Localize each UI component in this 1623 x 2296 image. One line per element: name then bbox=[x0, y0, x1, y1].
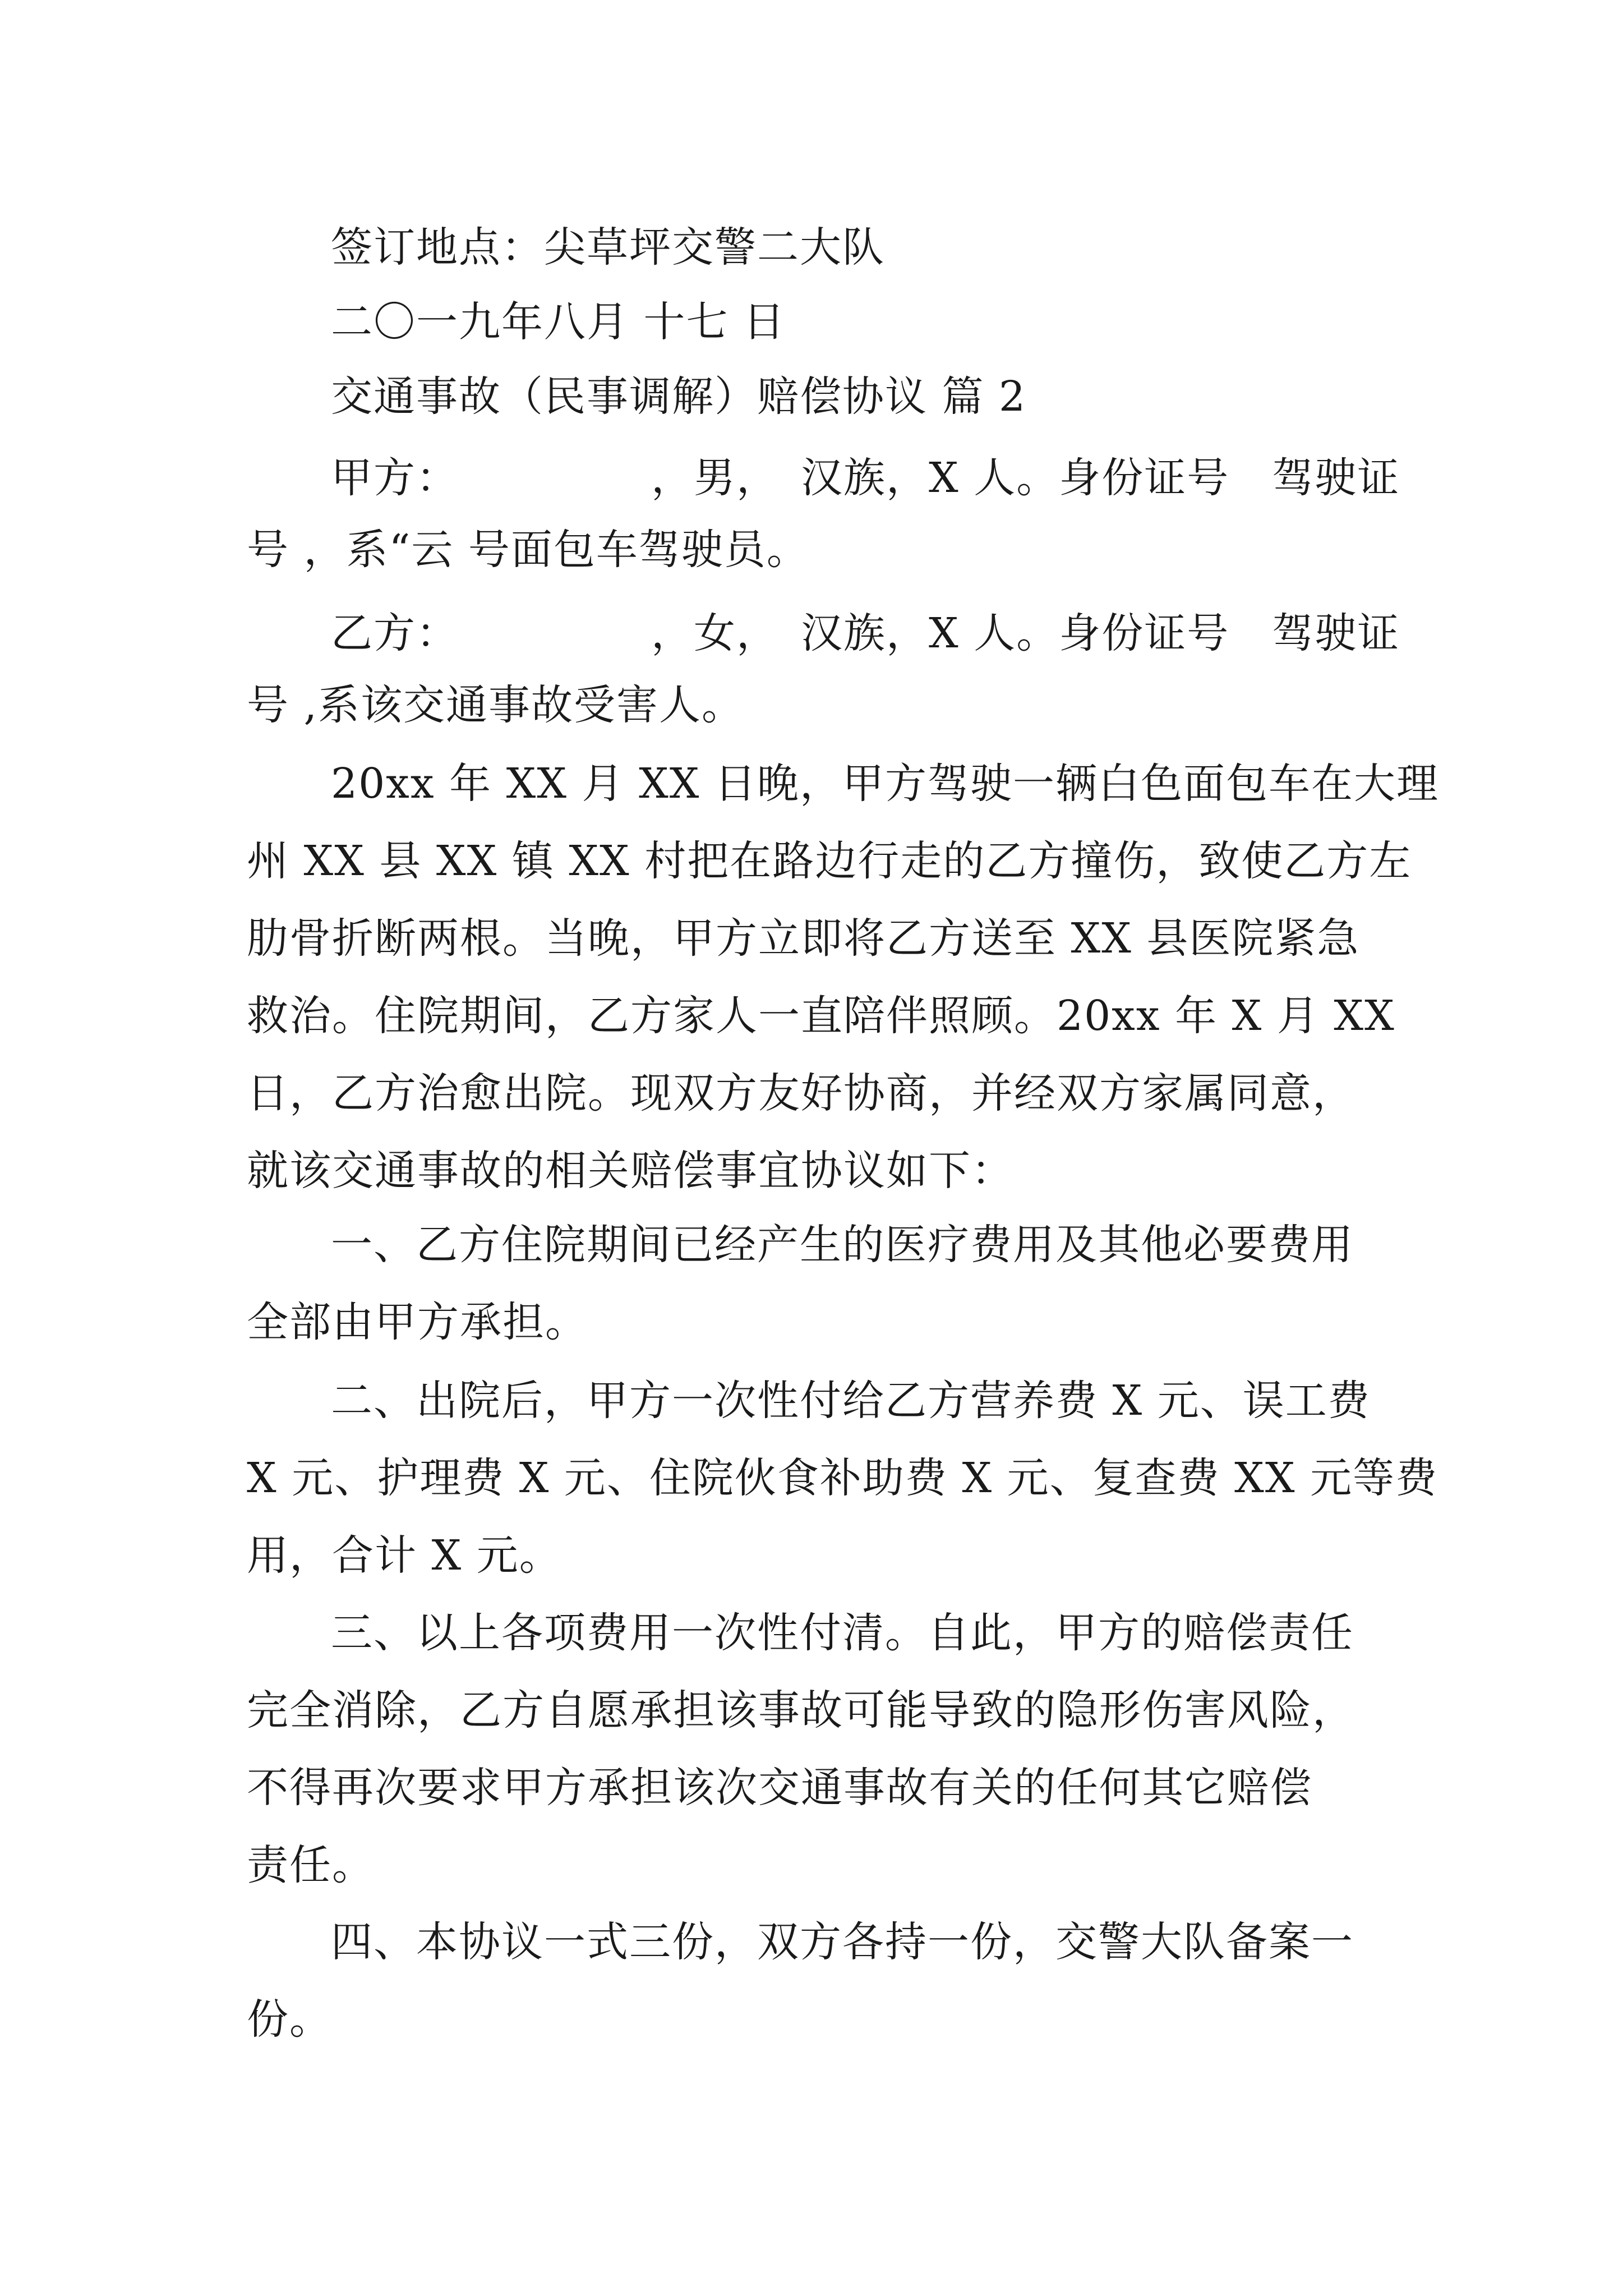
clause-line: 四、本协议一式三份，双方各持一份，交警大队备案一 bbox=[331, 1918, 1354, 1966]
clause-line: 全部由甲方承担。 bbox=[247, 1298, 588, 1346]
party-b-paragraph bbox=[247, 595, 1400, 744]
party-a-line: 号 ，系“云 号面包车驾驶员。 bbox=[247, 526, 809, 574]
party-b-line: 乙方： ，女， 汉族，X 人。身份证号 驾驶证 bbox=[331, 609, 1400, 657]
signing-place: 签订地点：尖草坪交警二大队 bbox=[331, 223, 885, 272]
clause-line: 完全消除，乙方自愿承担该事故可能导致的隐形伤害风险， bbox=[247, 1686, 1355, 1734]
clause-line: 份。 bbox=[247, 1995, 332, 2044]
facts-line: 州 XX 县 XX 镇 XX 村把在路边行走的乙方撞伤，致使乙方左 bbox=[247, 837, 1412, 885]
facts-line: 就该交通事故的相关赔偿事宜协议如下： bbox=[247, 1147, 1014, 1195]
clause-line: 用，合计 X 元。 bbox=[247, 1531, 562, 1580]
facts-line: 救治。住院期间，乙方家人一直陪伴照顾。20xx 年 X 月 XX bbox=[247, 992, 1395, 1040]
clause-line: 一、乙方住院期间已经产生的医疗费用及其他必要费用 bbox=[331, 1221, 1354, 1269]
clause-2-paragraph bbox=[247, 1362, 1438, 1594]
facts-line: 日，乙方治愈出院。现双方友好协商，并经双方家属同意， bbox=[247, 1069, 1355, 1117]
clause-line: 三、以上各项费用一次性付清。自此，甲方的赔偿责任 bbox=[331, 1609, 1354, 1657]
agreement-date: 二〇一九年八月 十七 日 bbox=[331, 298, 786, 346]
clause-line: 不得再次要求甲方承担该次交通事故有关的任何其它赔偿 bbox=[247, 1764, 1312, 1812]
clause-line: 责任。 bbox=[247, 1841, 375, 1889]
clause-3-paragraph bbox=[247, 1594, 1380, 1904]
clause-line: 二、出院后，甲方一次性付给乙方营养费 X 元、误工费 bbox=[331, 1377, 1371, 1425]
facts-paragraph bbox=[247, 745, 1439, 1209]
clause-line: X 元、护理费 X 元、住院伙食补助费 X 元、复查费 XX 元等费 bbox=[247, 1454, 1438, 1502]
agreement-title: 交通事故（民事调解）赔偿协议 篇 2 bbox=[331, 372, 1027, 421]
party-a-line: 甲方： ，男， 汉族，X 人。身份证号 驾驶证 bbox=[331, 454, 1400, 502]
facts-line: 20xx 年 XX 月 XX 日晚，甲方驾驶一辆白色面包车在大理 bbox=[331, 760, 1439, 808]
facts-line: 肋骨折断两根。当晚，甲方立即将乙方送至 XX 县医院紧急 bbox=[247, 914, 1360, 963]
party-a-paragraph bbox=[247, 439, 1400, 588]
clause-1-paragraph bbox=[247, 1206, 1380, 1361]
party-b-line: 号 ,系该交通事故受害人。 bbox=[247, 681, 745, 729]
header-section bbox=[247, 209, 1380, 435]
clause-4-paragraph bbox=[247, 1903, 1380, 2058]
